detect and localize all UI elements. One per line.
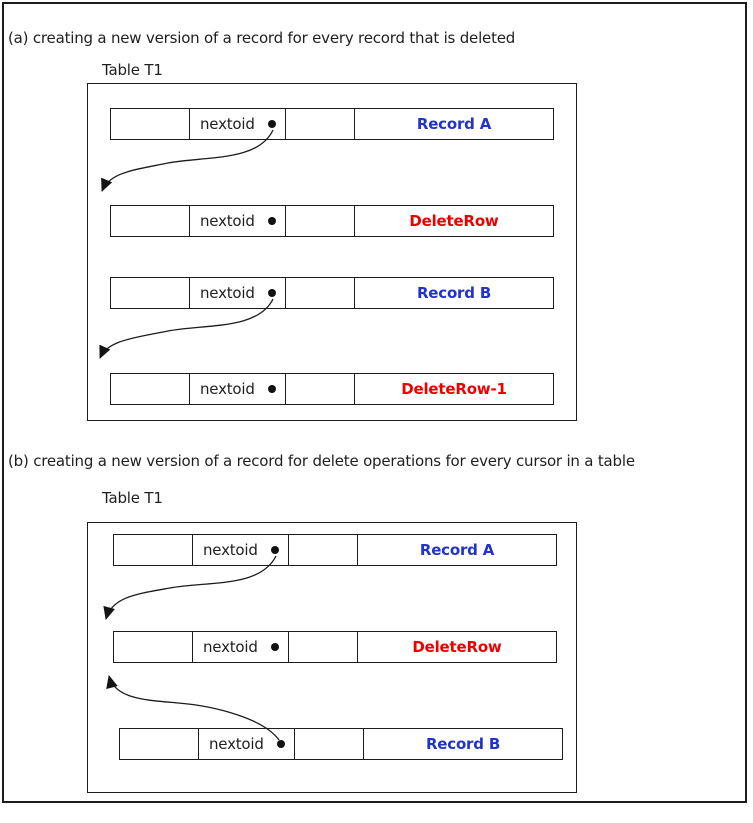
row-cell-label	[355, 109, 553, 139]
table-b-label: Table T1	[102, 489, 163, 507]
row-cell-label	[355, 206, 553, 236]
pointer-dot	[268, 289, 276, 297]
nextoid-field-label: nextoid	[200, 380, 255, 398]
row-cell-label	[358, 632, 556, 662]
row-cell-nextoid	[190, 278, 286, 308]
row-cell-nextoid	[193, 535, 289, 565]
row-cell-empty	[289, 535, 358, 565]
row-cell-empty	[286, 206, 355, 236]
nextoid-field-label: nextoid	[209, 735, 264, 753]
pointer-dot	[277, 740, 285, 748]
pointer-dot	[268, 120, 276, 128]
row-cell-label	[358, 535, 556, 565]
row-cell-empty	[286, 374, 355, 404]
record-label: DeleteRow	[412, 638, 502, 656]
record-label: Record A	[419, 541, 495, 559]
pointer-dot	[271, 546, 279, 554]
pointer-dot	[268, 217, 276, 225]
record-label: Record B	[425, 735, 501, 753]
nextoid-field-label: nextoid	[203, 638, 258, 656]
caption-a: (a) creating a new version of a record for every record that is deleted	[8, 29, 516, 47]
row-cell-label	[355, 278, 553, 308]
row-cell-empty	[111, 278, 190, 308]
record-label: Record B	[416, 284, 492, 302]
table-row-deleterow-1	[110, 373, 554, 405]
row-cell-nextoid	[190, 374, 286, 404]
pointer-dot	[271, 643, 279, 651]
row-cell-empty	[111, 206, 190, 236]
row-cell-nextoid	[199, 729, 295, 759]
nextoid-field-label: nextoid	[200, 212, 255, 230]
record-label: Record A	[416, 115, 492, 133]
table-row-deleterow	[113, 631, 557, 663]
table-row-record-a	[113, 534, 557, 566]
row-cell-nextoid	[190, 109, 286, 139]
record-label: DeleteRow-1	[401, 380, 507, 398]
row-cell-nextoid	[190, 206, 286, 236]
nextoid-field-label: nextoid	[200, 284, 255, 302]
table-a-label: Table T1	[102, 61, 163, 79]
row-cell-empty	[286, 278, 355, 308]
row-cell-empty	[111, 109, 190, 139]
table-row-record-b	[119, 728, 563, 760]
row-cell-empty	[289, 632, 358, 662]
nextoid-field-label: nextoid	[200, 115, 255, 133]
pointer-dot	[268, 385, 276, 393]
table-row-deleterow	[110, 205, 554, 237]
nextoid-field-label: nextoid	[203, 541, 258, 559]
row-cell-empty	[295, 729, 364, 759]
row-cell-nextoid	[193, 632, 289, 662]
row-cell-empty	[114, 632, 193, 662]
row-cell-empty	[286, 109, 355, 139]
caption-b: (b) creating a new version of a record for delete operations for every cursor in a table	[8, 452, 635, 470]
row-cell-empty	[114, 535, 193, 565]
row-cell-empty	[111, 374, 190, 404]
table-row-record-a	[110, 108, 554, 140]
row-cell-label	[355, 374, 553, 404]
table-row-record-b	[110, 277, 554, 309]
row-cell-label	[364, 729, 562, 759]
row-cell-empty	[120, 729, 199, 759]
record-label: DeleteRow	[409, 212, 499, 230]
